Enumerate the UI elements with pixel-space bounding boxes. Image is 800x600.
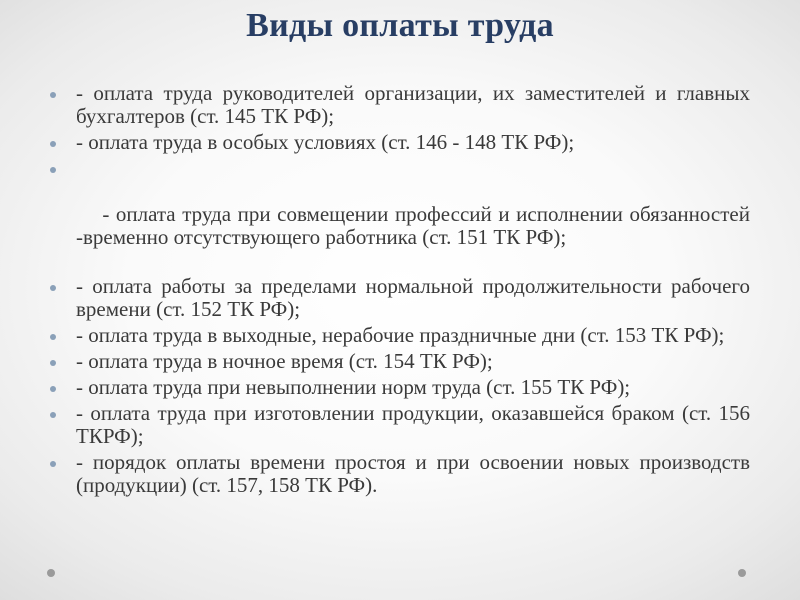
list-item-text: - оплата труда при совмещении профессий и исполнении обязанностей -временно отсутствующего работника (ст. 151 ТК РФ); — [76, 202, 792, 249]
list-item — [48, 451, 750, 497]
list-item-text: - оплата труда руководителей организации, их заместителей и главных бухгалтеров (ст. 145 ТК РФ); — [76, 81, 750, 128]
bullet-icon — [50, 360, 56, 366]
bullet-icon — [50, 92, 56, 98]
list-item — [48, 376, 750, 399]
list-item — [48, 82, 750, 128]
bullet-icon — [50, 167, 56, 173]
slide-title: Виды оплаты труда — [246, 7, 554, 44]
bullet-icon — [50, 412, 56, 418]
bullet-icon — [50, 141, 56, 147]
decorative-dot-icon — [738, 569, 746, 577]
list-item-text: - порядок оплаты времени простоя и при освоении новых производств (продукции) (ст. 157, 158 ТК РФ). — [76, 450, 750, 497]
list-item-text: - оплата работы за пределами нормальной продолжительности рабочего времени (ст. 152 ТК РФ); — [76, 274, 750, 321]
list-item — [48, 324, 750, 347]
list-item — [48, 402, 750, 448]
bullet-icon — [50, 285, 56, 291]
list-item-text: - оплата труда в выходные, нерабочие праздничные дни (ст. 153 ТК РФ); — [76, 323, 725, 347]
list-item — [48, 350, 750, 373]
bullet-list — [48, 81, 792, 500]
list-item-text: - оплата труда в особых условиях (ст. 146 - 148 ТК РФ); — [76, 130, 575, 154]
bullet-icon — [50, 386, 56, 392]
bullet-icon — [50, 461, 56, 467]
decorative-dot-icon — [47, 569, 55, 577]
list-item-text: - оплата труда при изготовлении продукции, оказавшейся браком (ст. 156 ТКРФ); — [76, 401, 750, 448]
list-item-text: - оплата труда при невыполнении норм труда (ст. 155 ТК РФ); — [76, 375, 631, 399]
list-item-text: - оплата труда в ночное время (ст. 154 ТК РФ); — [76, 349, 493, 373]
list-item — [48, 131, 750, 154]
bullet-icon — [50, 334, 56, 340]
list-item — [48, 157, 792, 272]
list-item — [48, 275, 750, 321]
